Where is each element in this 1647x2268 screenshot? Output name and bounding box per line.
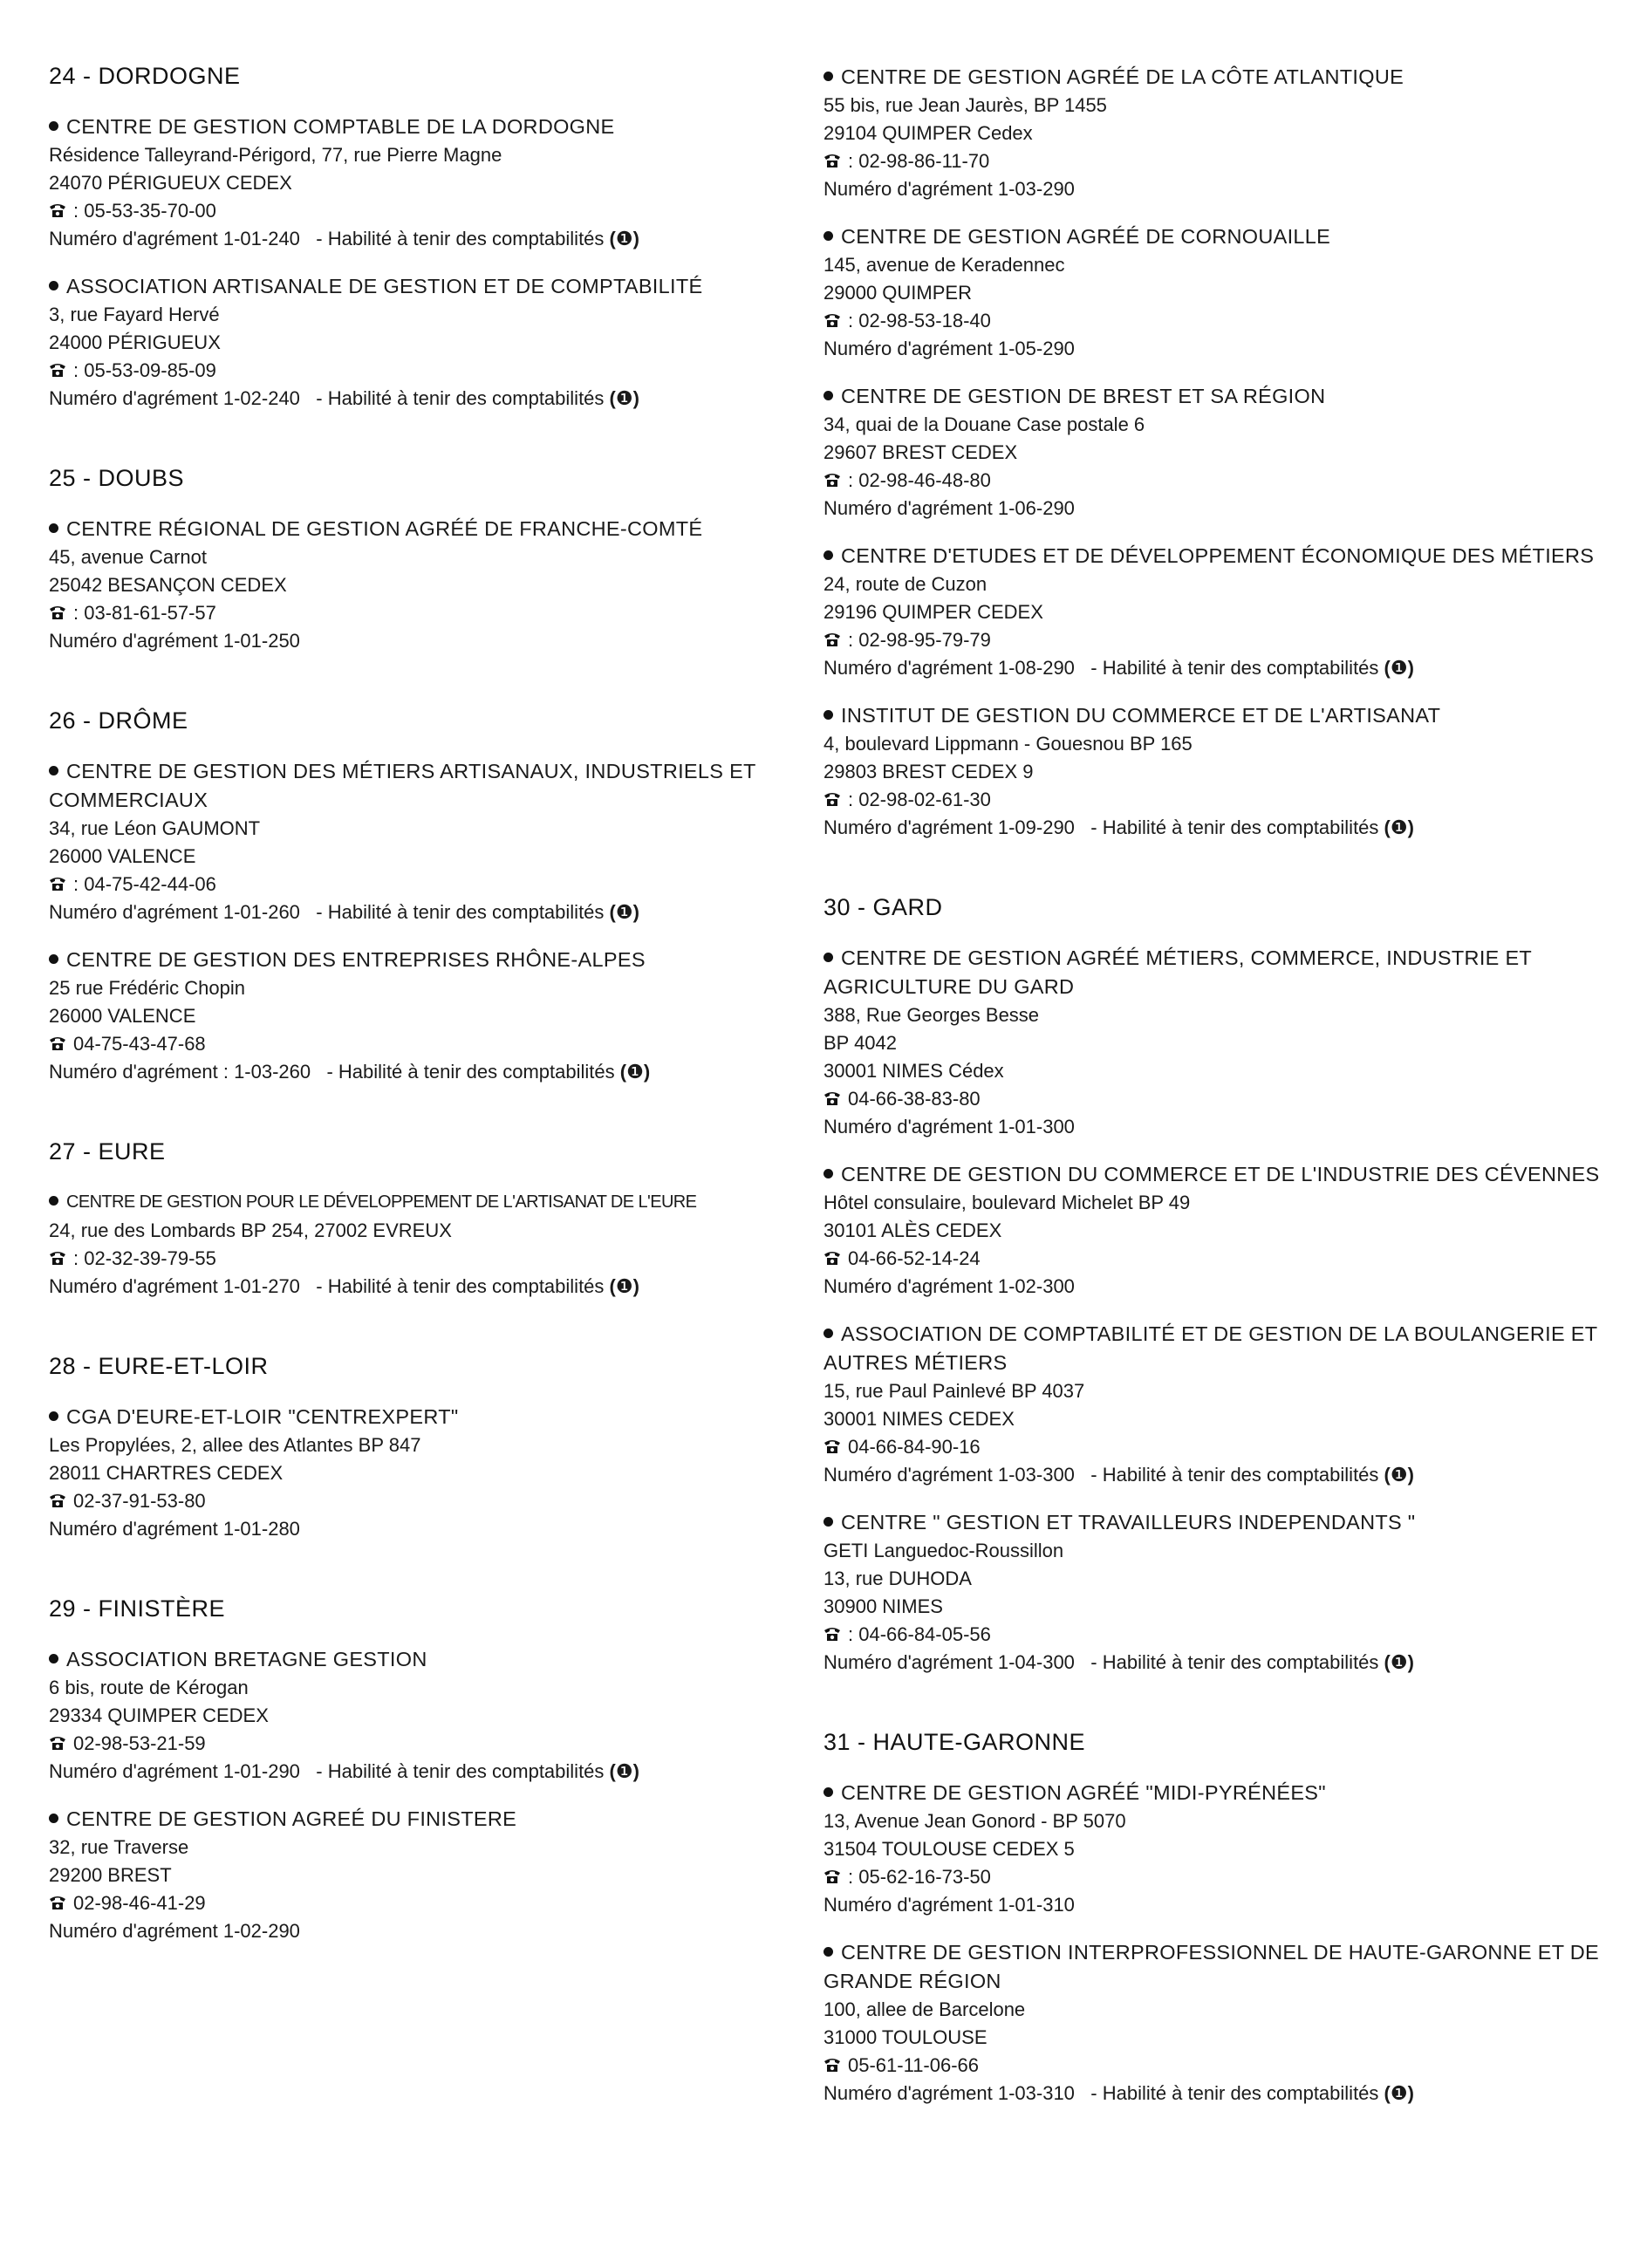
phone-line bbox=[824, 786, 1609, 814]
bullet-icon bbox=[49, 1196, 58, 1206]
agrement-line bbox=[49, 225, 817, 253]
organization-entry bbox=[824, 1938, 1609, 2107]
telephone-icon bbox=[824, 1868, 841, 1884]
habilitation-note: - Habilité à tenir des comptabilités bbox=[316, 1275, 605, 1297]
organization-name bbox=[824, 1320, 1609, 1377]
phone-line bbox=[824, 2052, 1609, 2080]
organization-name bbox=[824, 542, 1609, 570]
paren-close: ) bbox=[632, 901, 639, 923]
paren-open: ( bbox=[609, 228, 616, 249]
bullet-icon bbox=[824, 72, 833, 81]
address-line: Les Propylées, 2, allee des Atlantes BP 847 bbox=[49, 1434, 421, 1456]
organization-entry bbox=[824, 542, 1609, 682]
department-title: 31 - HAUTE-GARONNE bbox=[824, 1729, 1086, 1755]
bullet-icon bbox=[824, 710, 833, 720]
telephone-icon bbox=[49, 1735, 66, 1751]
address-line: 31504 TOULOUSE CEDEX 5 bbox=[824, 1838, 1075, 1860]
department-section bbox=[824, 63, 1609, 842]
organization-name bbox=[824, 944, 1609, 1001]
department-section bbox=[824, 894, 1609, 1677]
organization-name-text: CENTRE DE GESTION COMPTABLE DE LA DORDOGNE bbox=[66, 115, 615, 138]
organization-name bbox=[824, 1160, 1609, 1189]
organization-entry bbox=[49, 946, 817, 1086]
telephone-icon bbox=[49, 1035, 66, 1051]
phone-line bbox=[824, 147, 1609, 175]
habilitation-note: - Habilité à tenir des comptabilités bbox=[326, 1061, 615, 1083]
department-section bbox=[49, 63, 817, 413]
agrement-number: Numéro d'agrément 1-02-300 bbox=[824, 1275, 1075, 1297]
telephone-icon bbox=[49, 362, 66, 378]
phone-line bbox=[49, 1487, 817, 1515]
agrement-number: Numéro d'agrément 1-09-290 bbox=[824, 816, 1075, 838]
bullet-icon bbox=[824, 550, 833, 560]
phone-number: : 02-98-53-18-40 bbox=[848, 310, 991, 331]
phone-number: : 04-75-42-44-06 bbox=[73, 873, 216, 895]
agrement-line bbox=[824, 335, 1609, 363]
phone-line bbox=[824, 626, 1609, 654]
phone-number: : 02-32-39-79-55 bbox=[73, 1247, 216, 1269]
bullet-icon bbox=[49, 1814, 58, 1823]
telephone-icon bbox=[49, 876, 66, 891]
telephone-icon bbox=[824, 1250, 841, 1266]
organization-name-text: ASSOCIATION ARTISANALE DE GESTION ET DE COMPTABILITÉ bbox=[66, 275, 703, 297]
address-line: 25042 BESANÇON CEDEX bbox=[49, 574, 287, 596]
phone-line bbox=[824, 467, 1609, 495]
organization-entry bbox=[824, 1508, 1609, 1677]
organization-name-text: CENTRE DE GESTION DU COMMERCE ET DE L'INDUSTRIE DES CÉVENNES bbox=[841, 1163, 1600, 1185]
phone-number: 02-37-91-53-80 bbox=[73, 1490, 206, 1512]
agrement-line bbox=[824, 1891, 1609, 1919]
agrement-line bbox=[49, 898, 817, 926]
organization-name-text: CENTRE D'ETUDES ET DE DÉVELOPPEMENT ÉCONOMIQUE DES MÉTIERS bbox=[841, 544, 1595, 567]
agrement-line bbox=[824, 1461, 1609, 1489]
organization-name-text: CGA D'EURE-ET-LOIR "CENTREXPERT" bbox=[66, 1405, 459, 1428]
bullet-icon bbox=[49, 766, 58, 775]
organization-name-text: ASSOCIATION BRETAGNE GESTION bbox=[66, 1648, 427, 1670]
department-section bbox=[49, 707, 817, 1086]
address-line: BP 4042 bbox=[824, 1032, 898, 1054]
address-line: Résidence Talleyrand-Périgord, 77, rue Pierre Magne bbox=[49, 144, 502, 166]
address-line: 24000 PÉRIGUEUX bbox=[49, 331, 221, 353]
habilitation-note: - Habilité à tenir des comptabilités bbox=[1090, 1651, 1379, 1673]
organization-entry bbox=[824, 701, 1609, 842]
habilitation-badge: ❶ bbox=[615, 901, 633, 923]
habilitation-note: - Habilité à tenir des comptabilités bbox=[316, 1760, 605, 1782]
organization-name bbox=[49, 946, 817, 974]
agrement-line bbox=[49, 1758, 817, 1786]
organization-entry bbox=[824, 1779, 1609, 1919]
address-line: 29803 BREST CEDEX 9 bbox=[824, 761, 1034, 782]
phone-line bbox=[824, 1863, 1609, 1891]
phone-line bbox=[49, 599, 817, 627]
paren-close: ) bbox=[1407, 1464, 1414, 1486]
organization-name bbox=[824, 1779, 1609, 1807]
bullet-icon bbox=[824, 1517, 833, 1527]
paren-open: ( bbox=[619, 1061, 627, 1083]
agrement-number: Numéro d'agrément 1-01-290 bbox=[49, 1760, 300, 1782]
agrement-line bbox=[824, 175, 1609, 203]
telephone-icon bbox=[49, 605, 66, 620]
left-column bbox=[49, 63, 817, 1998]
agrement-number: Numéro d'agrément 1-08-290 bbox=[824, 657, 1075, 679]
telephone-icon bbox=[824, 791, 841, 807]
telephone-icon bbox=[824, 472, 841, 488]
address-line: 100, allee de Barcelone bbox=[824, 1998, 1026, 2020]
agrement-number: Numéro d'agrément 1-03-310 bbox=[824, 2082, 1075, 2104]
organization-name bbox=[824, 701, 1609, 730]
address-line: 30001 NIMES Cédex bbox=[824, 1060, 1004, 1082]
organization-entry bbox=[49, 113, 817, 253]
address-line: Hôtel consulaire, boulevard Michelet BP 49 bbox=[824, 1192, 1191, 1213]
bullet-icon bbox=[824, 953, 833, 962]
department-section bbox=[49, 1353, 817, 1543]
organization-name-text: INSTITUT DE GESTION DU COMMERCE ET DE L'ARTISANAT bbox=[841, 704, 1441, 727]
agrement-number: Numéro d'agrément 1-03-300 bbox=[824, 1464, 1075, 1486]
address-line: 29607 BREST CEDEX bbox=[824, 441, 1018, 463]
address-line: 45, avenue Carnot bbox=[49, 546, 208, 568]
habilitation-badge: ❶ bbox=[615, 228, 633, 249]
habilitation-note: - Habilité à tenir des comptabilités bbox=[316, 387, 605, 409]
bullet-icon bbox=[824, 1947, 833, 1957]
habilitation-badge: ❶ bbox=[1390, 657, 1408, 679]
agrement-line bbox=[49, 1058, 817, 1086]
habilitation-note: - Habilité à tenir des comptabilités bbox=[1090, 657, 1379, 679]
department-title: 25 - DOUBS bbox=[49, 465, 185, 491]
bullet-icon bbox=[49, 121, 58, 131]
organization-entry bbox=[824, 1160, 1609, 1301]
organization-name bbox=[49, 1805, 817, 1834]
address-line: 388, Rue Georges Besse bbox=[824, 1004, 1040, 1026]
paren-close: ) bbox=[632, 1760, 639, 1782]
organization-entry bbox=[49, 757, 817, 926]
organization-name-text: CENTRE DE GESTION AGRÉÉ DE LA CÔTE ATLANTIQUE bbox=[841, 65, 1404, 88]
address-line: 29104 QUIMPER Cedex bbox=[824, 122, 1033, 144]
agrement-line bbox=[49, 1917, 817, 1945]
organization-name-text: CENTRE DE GESTION AGRÉÉ "MIDI-PYRÉNÉES" bbox=[841, 1781, 1326, 1804]
address-line: 25 rue Frédéric Chopin bbox=[49, 977, 246, 999]
address-line: GETI Languedoc-Roussillon bbox=[824, 1540, 1064, 1561]
habilitation-badge: ❶ bbox=[626, 1061, 644, 1083]
habilitation-badge: ❶ bbox=[615, 1760, 633, 1782]
organization-entry bbox=[824, 63, 1609, 203]
phone-number: : 02-98-95-79-79 bbox=[848, 629, 991, 651]
organization-entry bbox=[824, 1320, 1609, 1489]
organization-name-text: CENTRE DE GESTION POUR LE DÉVELOPPEMENT DE L'ARTISANAT DE L'EURE bbox=[66, 1192, 697, 1212]
telephone-icon bbox=[824, 2057, 841, 2073]
agrement-number: Numéro d'agrément 1-02-240 bbox=[49, 387, 300, 409]
telephone-icon bbox=[824, 632, 841, 647]
address-line: 55 bis, rue Jean Jaurès, BP 1455 bbox=[824, 94, 1107, 116]
agrement-line bbox=[824, 495, 1609, 523]
phone-line bbox=[49, 1245, 817, 1273]
organization-name-text: CENTRE RÉGIONAL DE GESTION AGRÉÉ DE FRANCHE-COMTÉ bbox=[66, 517, 703, 540]
telephone-icon bbox=[824, 153, 841, 168]
address-line: 31000 TOULOUSE bbox=[824, 2026, 988, 2048]
phone-number: 05-61-11-06-66 bbox=[848, 2054, 980, 2076]
address-line: 26000 VALENCE bbox=[49, 1005, 196, 1027]
phone-number: 04-75-43-47-68 bbox=[73, 1033, 206, 1055]
bullet-icon bbox=[49, 281, 58, 290]
phone-line bbox=[824, 1433, 1609, 1461]
organization-name-text: CENTRE DE GESTION DES ENTREPRISES RHÔNE-ALPES bbox=[66, 948, 646, 971]
agrement-line bbox=[824, 2080, 1609, 2107]
organization-entry bbox=[824, 382, 1609, 523]
paren-open: ( bbox=[1384, 1464, 1391, 1486]
phone-line bbox=[49, 197, 817, 225]
organization-name bbox=[49, 515, 817, 543]
telephone-icon bbox=[49, 1493, 66, 1508]
habilitation-badge: ❶ bbox=[615, 1275, 633, 1297]
organization-entry bbox=[49, 272, 817, 413]
paren-open: ( bbox=[609, 1275, 616, 1297]
telephone-icon bbox=[824, 312, 841, 328]
organization-name bbox=[824, 1508, 1609, 1537]
telephone-icon bbox=[824, 1438, 841, 1454]
agrement-line bbox=[824, 654, 1609, 682]
bullet-icon bbox=[824, 1787, 833, 1797]
paren-open: ( bbox=[1384, 1651, 1391, 1673]
department-title: 28 - EURE-ET-LOIR bbox=[49, 1353, 269, 1379]
address-line: 32, rue Traverse bbox=[49, 1836, 189, 1858]
address-line: 28011 CHARTRES CEDEX bbox=[49, 1462, 284, 1484]
agrement-number: Numéro d'agrément 1-01-260 bbox=[49, 901, 300, 923]
paren-open: ( bbox=[1384, 816, 1391, 838]
agrement-number: Numéro d'agrément 1-01-280 bbox=[49, 1518, 300, 1540]
organization-entry bbox=[49, 1805, 817, 1945]
department-title: 30 - GARD bbox=[824, 894, 943, 920]
address-line: 34, quai de la Douane Case postale 6 bbox=[824, 413, 1145, 435]
phone-line bbox=[824, 1245, 1609, 1273]
phone-number: 04-66-38-83-80 bbox=[848, 1088, 981, 1110]
organization-name bbox=[49, 272, 817, 301]
agrement-line bbox=[824, 1273, 1609, 1301]
address-line: 30900 NIMES bbox=[824, 1595, 943, 1617]
organization-name-text: CENTRE DE GESTION DE BREST ET SA RÉGION bbox=[841, 385, 1326, 407]
agrement-number: Numéro d'agrément 1-04-300 bbox=[824, 1651, 1075, 1673]
department-section bbox=[49, 1595, 817, 1945]
organization-name-text: ASSOCIATION DE COMPTABILITÉ ET DE GESTION DE LA BOULANGERIE ET AUTRES MÉTIERS bbox=[824, 1322, 1597, 1374]
bullet-icon bbox=[49, 954, 58, 964]
phone-number: : 02-98-86-11-70 bbox=[848, 150, 990, 172]
phone-line bbox=[824, 307, 1609, 335]
phone-line bbox=[49, 1730, 817, 1758]
paren-close: ) bbox=[1407, 2082, 1414, 2104]
address-line: 30001 NIMES CEDEX bbox=[824, 1408, 1015, 1430]
phone-number: 02-98-53-21-59 bbox=[73, 1732, 206, 1754]
agrement-number: Numéro d'agrément 1-05-290 bbox=[824, 338, 1075, 359]
organization-entry bbox=[824, 944, 1609, 1141]
address-line: 13, rue DUHODA bbox=[824, 1568, 972, 1589]
address-line: 24070 PÉRIGUEUX CEDEX bbox=[49, 172, 292, 194]
phone-line bbox=[49, 1030, 817, 1058]
agrement-line bbox=[824, 814, 1609, 842]
address-line: 30101 ALÈS CEDEX bbox=[824, 1219, 1002, 1241]
agrement-line bbox=[49, 1273, 817, 1301]
organization-name-text: CENTRE DE GESTION AGREÉ DU FINISTERE bbox=[66, 1807, 517, 1830]
phone-number: : 02-98-46-48-80 bbox=[848, 469, 991, 491]
bullet-icon bbox=[824, 391, 833, 400]
address-line: 24, rue des Lombards BP 254, 27002 EVREUX bbox=[49, 1219, 452, 1241]
organization-name-text: CENTRE DE GESTION AGRÉÉ MÉTIERS, COMMERCE, INDUSTRIE ET AGRICULTURE DU GARD bbox=[824, 946, 1532, 998]
organization-name-text: CENTRE DE GESTION AGRÉÉ DE CORNOUAILLE bbox=[841, 225, 1331, 248]
department-title: 24 - DORDOGNE bbox=[49, 63, 241, 89]
address-line: 13, Avenue Jean Gonord - BP 5070 bbox=[824, 1810, 1126, 1832]
habilitation-badge: ❶ bbox=[1390, 2082, 1408, 2104]
organization-entry bbox=[49, 1188, 817, 1301]
paren-open: ( bbox=[609, 901, 616, 923]
agrement-number: Numéro d'agrément 1-03-290 bbox=[824, 178, 1075, 200]
paren-close: ) bbox=[632, 387, 639, 409]
habilitation-note: - Habilité à tenir des comptabilités bbox=[1090, 1464, 1379, 1486]
bullet-icon bbox=[824, 1329, 833, 1338]
organization-name bbox=[824, 222, 1609, 251]
agrement-line bbox=[824, 1113, 1609, 1141]
telephone-icon bbox=[49, 202, 66, 218]
department-section bbox=[49, 465, 817, 655]
paren-open: ( bbox=[609, 1760, 616, 1782]
paren-open: ( bbox=[1384, 657, 1391, 679]
phone-number: 04-66-52-14-24 bbox=[848, 1247, 981, 1269]
habilitation-note: - Habilité à tenir des comptabilités bbox=[316, 901, 605, 923]
habilitation-badge: ❶ bbox=[1390, 1651, 1408, 1673]
agrement-line bbox=[49, 385, 817, 413]
telephone-icon bbox=[824, 1090, 841, 1106]
right-column bbox=[824, 63, 1609, 2160]
phone-number: : 05-53-09-85-09 bbox=[73, 359, 216, 381]
organization-name bbox=[824, 382, 1609, 411]
address-line: 145, avenue de Keradennec bbox=[824, 254, 1065, 276]
bullet-icon bbox=[49, 1411, 58, 1421]
phone-number: : 04-66-84-05-56 bbox=[848, 1623, 991, 1645]
phone-number: : 02-98-02-61-30 bbox=[848, 789, 991, 810]
address-line: 29000 QUIMPER bbox=[824, 282, 972, 304]
address-line: 29196 QUIMPER CEDEX bbox=[824, 601, 1043, 623]
phone-line bbox=[49, 871, 817, 898]
organization-entry bbox=[824, 222, 1609, 363]
phone-number: 02-98-46-41-29 bbox=[73, 1892, 206, 1914]
agrement-number: Numéro d'agrément 1-01-250 bbox=[49, 630, 300, 652]
phone-line bbox=[49, 357, 817, 385]
agrement-number: Numéro d'agrément 1-02-290 bbox=[49, 1920, 300, 1942]
agrement-line bbox=[49, 627, 817, 655]
organization-entry bbox=[49, 1645, 817, 1786]
paren-close: ) bbox=[643, 1061, 651, 1083]
paren-close: ) bbox=[632, 1275, 639, 1297]
habilitation-note: - Habilité à tenir des comptabilités bbox=[316, 228, 605, 249]
department-title: 27 - EURE bbox=[49, 1138, 166, 1165]
paren-close: ) bbox=[1407, 657, 1414, 679]
agrement-number: Numéro d'agrément 1-01-240 bbox=[49, 228, 300, 249]
organization-name bbox=[49, 113, 817, 141]
organization-entry bbox=[49, 515, 817, 655]
agrement-line bbox=[49, 1515, 817, 1543]
telephone-icon bbox=[824, 1626, 841, 1642]
telephone-icon bbox=[49, 1895, 66, 1910]
habilitation-note: - Habilité à tenir des comptabilités bbox=[1090, 2082, 1379, 2104]
telephone-icon bbox=[49, 1250, 66, 1266]
organization-entry bbox=[49, 1403, 817, 1543]
phone-number: 04-66-84-90-16 bbox=[848, 1436, 981, 1458]
address-line: 4, boulevard Lippmann - Gouesnou BP 165 bbox=[824, 733, 1193, 755]
address-line: 15, rue Paul Painlevé BP 4037 bbox=[824, 1380, 1085, 1402]
organization-name bbox=[49, 1188, 817, 1217]
paren-open: ( bbox=[609, 387, 616, 409]
paren-close: ) bbox=[1407, 816, 1414, 838]
agrement-number: Numéro d'agrément 1-01-300 bbox=[824, 1116, 1075, 1137]
address-line: 24, route de Cuzon bbox=[824, 573, 988, 595]
department-section bbox=[824, 1729, 1609, 2107]
phone-number: : 05-62-16-73-50 bbox=[848, 1866, 991, 1888]
address-line: 3, rue Fayard Hervé bbox=[49, 304, 220, 325]
bullet-icon bbox=[824, 231, 833, 241]
organization-name bbox=[49, 757, 817, 815]
habilitation-badge: ❶ bbox=[615, 387, 633, 409]
address-line: 29200 BREST bbox=[49, 1864, 172, 1886]
agrement-number: Numéro d'agrément 1-06-290 bbox=[824, 497, 1075, 519]
address-line: 29334 QUIMPER CEDEX bbox=[49, 1704, 269, 1726]
address-line: 6 bis, route de Kérogan bbox=[49, 1677, 249, 1698]
organization-name-text: CENTRE DE GESTION INTERPROFESSIONNEL DE HAUTE-GARONNE ET DE GRANDE RÉGION bbox=[824, 1941, 1600, 1992]
organization-name bbox=[824, 63, 1609, 92]
department-section bbox=[49, 1138, 817, 1301]
organization-name-text: CENTRE DE GESTION DES MÉTIERS ARTISANAUX, INDUSTRIELS ET COMMERCIAUX bbox=[49, 760, 756, 811]
paren-close: ) bbox=[1407, 1651, 1414, 1673]
phone-number: : 05-53-35-70-00 bbox=[73, 200, 216, 222]
bullet-icon bbox=[824, 1169, 833, 1178]
department-title: 26 - DRÔME bbox=[49, 707, 188, 734]
habilitation-badge: ❶ bbox=[1390, 1464, 1408, 1486]
phone-number: : 03-81-61-57-57 bbox=[73, 602, 216, 624]
department-title: 29 - FINISTÈRE bbox=[49, 1595, 226, 1622]
paren-close: ) bbox=[632, 228, 639, 249]
organization-name bbox=[49, 1645, 817, 1674]
habilitation-badge: ❶ bbox=[1390, 816, 1408, 838]
address-line: 34, rue Léon GAUMONT bbox=[49, 817, 261, 839]
agrement-number: Numéro d'agrément 1-01-270 bbox=[49, 1275, 300, 1297]
organization-name bbox=[824, 1938, 1609, 1996]
organization-name-text: CENTRE " GESTION ET TRAVAILLEURS INDEPENDANTS " bbox=[841, 1511, 1416, 1534]
phone-line bbox=[824, 1085, 1609, 1113]
agrement-line bbox=[824, 1649, 1609, 1677]
paren-open: ( bbox=[1384, 2082, 1391, 2104]
address-line: 26000 VALENCE bbox=[49, 845, 196, 867]
phone-line bbox=[824, 1621, 1609, 1649]
agrement-number: Numéro d'agrément 1-01-310 bbox=[824, 1894, 1075, 1916]
phone-line bbox=[49, 1889, 817, 1917]
organization-name bbox=[49, 1403, 817, 1431]
agrement-number: Numéro d'agrément : 1-03-260 bbox=[49, 1061, 311, 1083]
bullet-icon bbox=[49, 1654, 58, 1663]
bullet-icon bbox=[49, 523, 58, 533]
habilitation-note: - Habilité à tenir des comptabilités bbox=[1090, 816, 1379, 838]
